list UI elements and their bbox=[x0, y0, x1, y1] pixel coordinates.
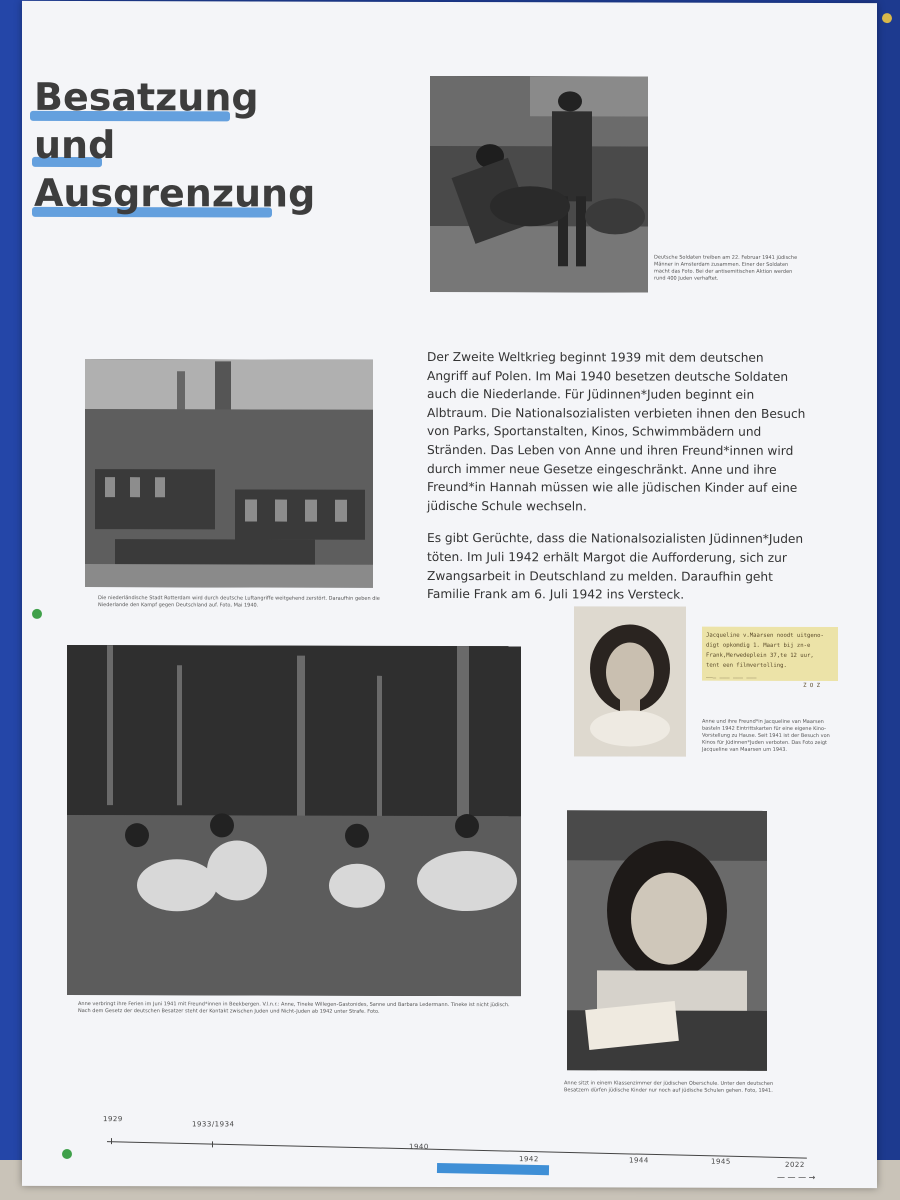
caption-soldiers: Deutsche Soldaten treiben am 22. Februar 1941 jüdische Männer in Amsterdam zusammen. Einer der Soldaten macht das Foto. Bei der antisemitischen Aktion werden rund 400 Juden verhaftet. bbox=[654, 254, 798, 282]
timeline-year: 1945 bbox=[711, 1157, 731, 1166]
timeline-tick bbox=[111, 1138, 112, 1144]
poster-title bbox=[34, 73, 315, 218]
timeline-tick bbox=[212, 1141, 213, 1147]
timeline-year: 1929 bbox=[103, 1115, 123, 1124]
timeline-year: 1944 bbox=[629, 1156, 649, 1165]
body-paragraph-1: Der Zweite Weltkrieg beginnt 1939 mit dem deutschen Angriff auf Polen. Im Mai 1940 besetzen deutsche Soldaten auch die Niederlande. Für Jüdinnen*Juden beginnt ein Albtraum. Die Nationalsozialisten verbieten ihnen den Besuch von Parks, Sportanstalten, Kinos, Schwimmbädern und Stränden. Das Leben von Anne und ihren Freund*innen wird durch immer neue Gesetze eingeschränkt. Anne und ihre Freund*in Hannah müssen wie alle jüdischen Kinder auf eine jüdische Schule wechseln. bbox=[427, 349, 806, 514]
body-paragraph-2: Es gibt Gerüchte, dass die Nationalsozialisten Jüdinnen*Juden töten. Im Juli 1942 erhält Margot die Aufforderung, sich zur Zwangsarbeit in Deutschland zu melden. Daraufhin geht Familie Frank am 6. Juli 1942 ins Versteck. bbox=[427, 531, 804, 602]
photo-jacqueline bbox=[574, 606, 686, 756]
title-line-1: Besatzung bbox=[34, 73, 315, 122]
title-line-2: und bbox=[34, 122, 116, 168]
body-text bbox=[427, 348, 807, 619]
timeline-arrow-icon: — — — → bbox=[777, 1172, 816, 1182]
cinema-ticket-card: Jacqueline v.Maarsen noodt uitgeno- digt opkomdig 1. Maart bij zn-e Frank,Merwedeplein 37,te 12 uur, tent een filmvertolling. ___ ___ ___ ___ Z O Z bbox=[702, 627, 838, 681]
caption-friends: Anne verbringt ihre Ferien im Juni 1941 mit Freund*innen in Beekbergen. V.l.n.r.: Anne, Tineke Willegen-Gastonides, Sanne und Barbara Ledermann. Tineke ist nicht jüdisch. Nach dem Gesetz der deutschen Besatzer steht der Kontakt zwischen Juden und Nicht-Juden ab 1942 unter Strafe. Foto. bbox=[78, 1001, 510, 1015]
title-line-3: Ausgrenzung bbox=[34, 170, 316, 216]
photo-classroom bbox=[567, 810, 767, 1071]
pushpin-icon bbox=[32, 609, 42, 619]
timeline bbox=[97, 1111, 837, 1183]
timeline-highlight-bar bbox=[437, 1163, 549, 1175]
pushpin-icon bbox=[882, 13, 892, 23]
timeline-year: 1940 bbox=[409, 1142, 429, 1151]
photo-rotterdam bbox=[85, 359, 373, 588]
timeline-year: 1942 bbox=[519, 1155, 539, 1164]
timeline-year: 1933/1934 bbox=[192, 1120, 235, 1129]
caption-jacqueline: Anne und ihre Freund*in Jacqueline van Maarsen basteln 1942 Eintrittskarten für eine eigene Kino-Vorstellung zu Hause. Seit 1941 ist der Besuch von Kinos für Jüdinnen*Juden verboten. Das Foto zeigt Jacqueline van Maarsen um 1943. bbox=[702, 718, 830, 753]
caption-classroom: Anne sitzt in einem Klassenzimmer der jüdischen Oberschule. Unter den deutschen Besatzern dürfen jüdische Kinder nur noch auf jüdische Schulen gehen. Foto, 1941. bbox=[564, 1080, 774, 1094]
pushpin-icon bbox=[62, 1149, 72, 1159]
poster bbox=[22, 1, 877, 1188]
caption-rotterdam: Die niederländische Stadt Rotterdam wird durch deutsche Luftangriffe weitgehend zerstört. Daraufhin geben die Niederlande den Kampf gegen Deutschland auf. Foto, Mai 1940. bbox=[98, 595, 380, 609]
photo-friends bbox=[67, 645, 521, 996]
photo-soldiers bbox=[430, 76, 648, 293]
timeline-year: 2022 bbox=[785, 1160, 805, 1169]
